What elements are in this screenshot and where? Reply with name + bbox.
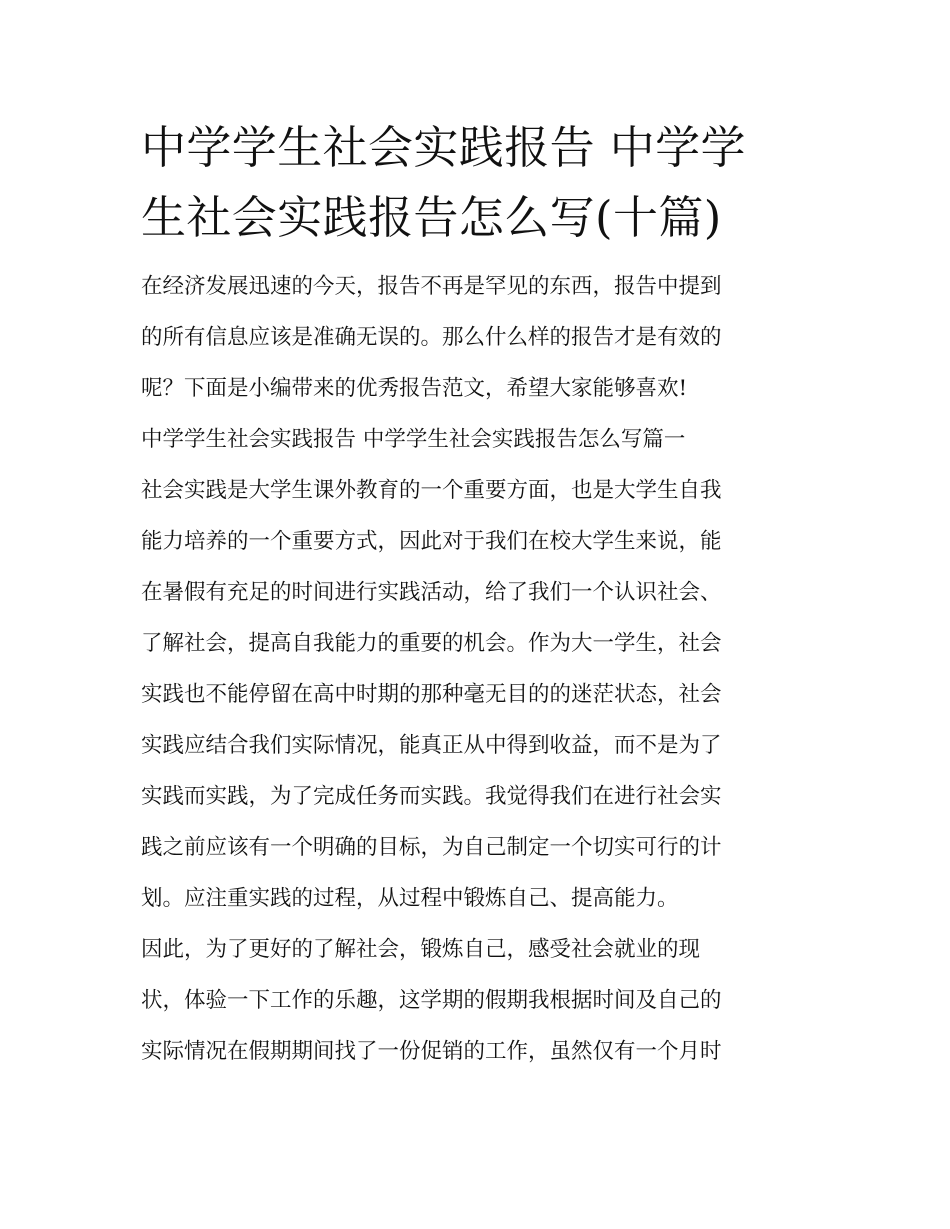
- text-line: 实践而实践，为了完成任务而实践。我觉得我们在进行社会实: [141, 784, 722, 809]
- text-line: 在经济发展迅速的今天，报告不再是罕见的东西，报告中提到: [141, 274, 722, 299]
- document-title: [141, 113, 821, 253]
- text-line: 能力培养的一个重要方式，因此对于我们在校大学生来说，能: [141, 529, 722, 554]
- text-line: 状，体验一下工作的乐趣，这学期的假期我根据时间及自己的: [141, 988, 722, 1013]
- title-line: 生社会实践报告怎么写(十篇): [141, 191, 722, 244]
- text-line: 实践也不能停留在高中时期的那种毫无目的的迷茫状态，社会: [141, 682, 722, 707]
- text-line: 社会实践是大学生课外教育的一个重要方面，也是大学生自我: [141, 478, 722, 503]
- paragraph-2: [141, 924, 821, 1077]
- text-line: 的所有信息应该是准确无误的。那么什么样的报告才是有效的: [141, 325, 722, 350]
- text-line: 在暑假有充足的时间进行实践活动，给了我们一个认识社会、: [141, 580, 722, 605]
- paragraph-1: [141, 465, 821, 924]
- section-heading: 中学学生社会实践报告 中学学生社会实践报告怎么写篇一: [141, 427, 686, 452]
- text-line: 划。应注重实践的过程，从过程中锻炼自己、提高能力。: [141, 886, 679, 911]
- text-line: 呢？下面是小编带来的优秀报告范文，希望大家能够喜欢!: [141, 376, 688, 401]
- document-body: [141, 261, 821, 1077]
- text-line: 践之前应该有一个明确的目标，为自己制定一个切实可行的计: [141, 835, 722, 860]
- intro-paragraph: [141, 261, 821, 414]
- text-line: 实践应结合我们实际情况，能真正从中得到收益，而不是为了: [141, 733, 722, 758]
- text-line: 实际情况在假期期间找了一份促销的工作，虽然仅有一个月时: [141, 1039, 722, 1064]
- text-line: 因此，为了更好的了解社会，锻炼自己，感受社会就业的现: [141, 937, 701, 962]
- title-line: 中学学生社会实践报告 中学学: [141, 121, 746, 174]
- document-content: [141, 113, 821, 1077]
- text-line: 了解社会，提高自我能力的重要的机会。作为大一学生，社会: [141, 631, 722, 656]
